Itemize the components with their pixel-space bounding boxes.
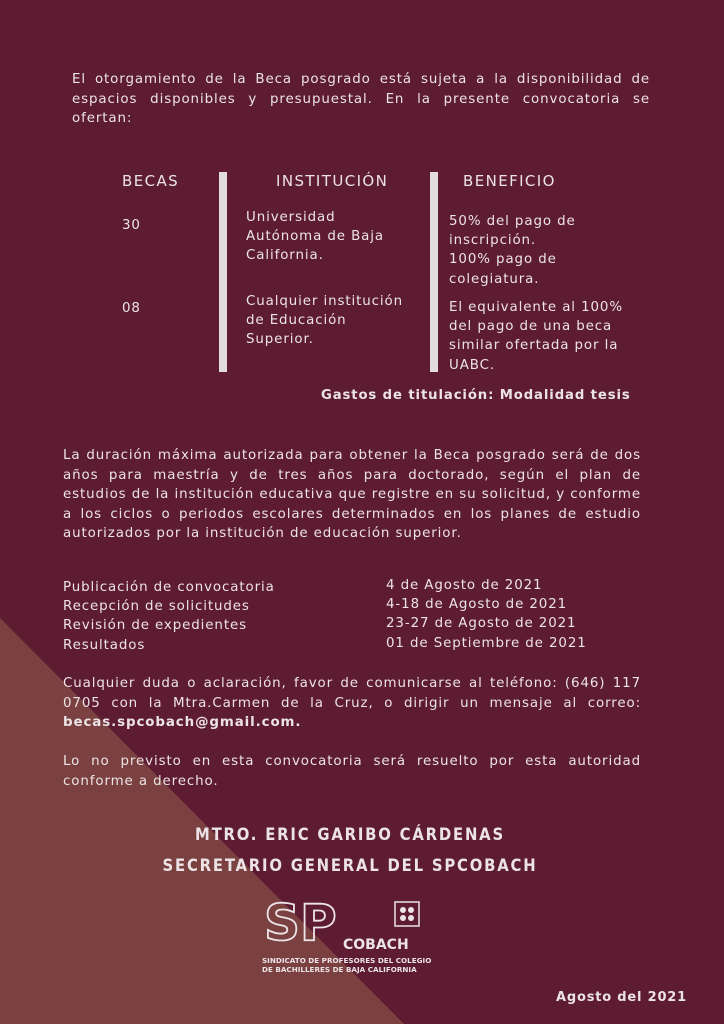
closing-paragraph: Lo no previsto en esta convocatoria será resuelto por esta autoridad conforme a derecho. bbox=[63, 754, 641, 789]
schedule-event: Publicación de convocatoria bbox=[63, 580, 275, 595]
footer-date: Agosto del 2021 bbox=[556, 990, 687, 1005]
signatory-name: MTRO. ERIC GARIBO CÁRDENAS bbox=[195, 825, 505, 844]
schedule-dates bbox=[386, 576, 587, 653]
schedule-date: 01 de Septiembre de 2021 bbox=[386, 635, 587, 651]
contact-text: Cualquier duda o aclaración, favor de comunicarse al teléfono: (646) 117 0705 con la Mtra.Carmen de la Cruz, o dirigir un mensaje al correo: bbox=[63, 676, 641, 711]
row-2-becas: 08 bbox=[122, 301, 141, 316]
contact-paragraph bbox=[63, 674, 641, 733]
schedule-event: Resultados bbox=[63, 637, 146, 653]
intro-paragraph: El otorgamiento de la Beca posgrado está sujeta a la disponibilidad de espacios disponibles y presupuestal. En la presente convocatoria se ofertan: bbox=[72, 72, 650, 126]
titling-note: Gastos de titulación: Modalidad tesis bbox=[321, 388, 631, 403]
emblem-icon bbox=[395, 902, 419, 926]
svg-text:DE BACHILLERES DE BAJA CALIFOR: DE BACHILLERES DE BAJA CALIFORNIA bbox=[262, 965, 417, 974]
column-divider bbox=[219, 172, 227, 372]
header-beneficio: BENEFICIO bbox=[463, 172, 556, 190]
schedule-date: 4 de Agosto de 2021 bbox=[386, 578, 543, 593]
schedule-event: Recepción de solicitudes bbox=[63, 599, 250, 615]
duration-paragraph: La duración máxima autorizada para obtener la Beca posgrado será de dos años para maestría y de tres años para doctorado, según el plan de estudios de la institución educativa que registre en su solicitud, y conforme a los ciclos o periodos escolares determinados en los planes de estudio autorizados por la institución de educación superior. bbox=[63, 448, 641, 541]
svg-text:SP: SP bbox=[264, 898, 337, 952]
schedule-event: Revisión de expedientes bbox=[63, 618, 247, 634]
spcobach-logo bbox=[262, 898, 432, 978]
column-divider bbox=[430, 172, 438, 372]
svg-text:SINDICATO DE PROFESORES DEL CO: SINDICATO DE PROFESORES DEL COLEGIO bbox=[262, 956, 432, 965]
row-2-institucion: Cualquier institución de Educación Superior. bbox=[246, 294, 404, 348]
row-1-institucion: Universidad Autónoma de Baja California. bbox=[246, 210, 384, 264]
contact-email-link[interactable]: becas.spcobach@gmail.com. bbox=[63, 715, 302, 730]
signatory-title: SECRETARIO GENERAL DEL SPCOBACH bbox=[162, 856, 538, 875]
schedule-events bbox=[63, 578, 275, 655]
svg-text:COBACH: COBACH bbox=[343, 937, 409, 953]
schedule-date: 4-18 de Agosto de 2021 bbox=[386, 597, 568, 613]
row-1-beneficio: 50% del pago de inscripción. 100% pago de colegiatura. bbox=[449, 214, 576, 287]
schedule-date: 23-27 de Agosto de 2021 bbox=[386, 616, 577, 632]
row-2-beneficio: El equivalente al 100% del pago de una beca similar ofertada por la UABC. bbox=[449, 300, 623, 373]
header-becas: BECAS bbox=[122, 172, 180, 190]
row-1-becas: 30 bbox=[122, 218, 141, 233]
header-institucion: INSTITUCIÓN bbox=[276, 172, 389, 190]
